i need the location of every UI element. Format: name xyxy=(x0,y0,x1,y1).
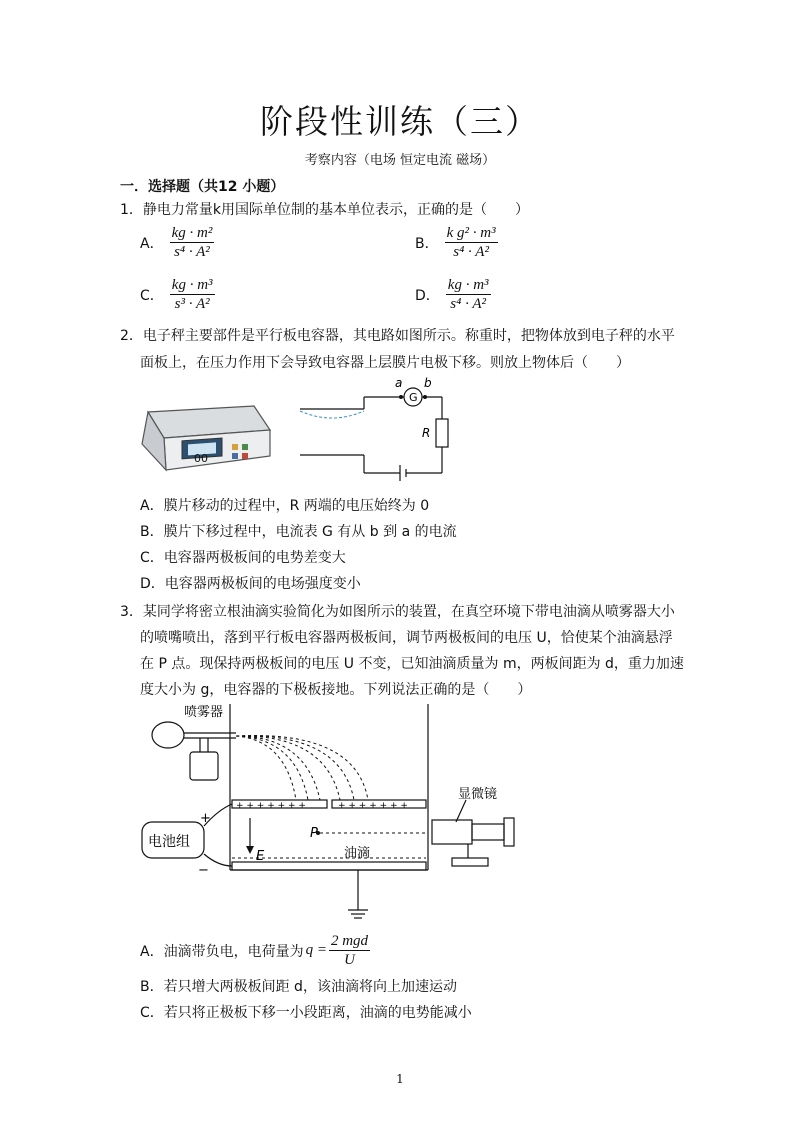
q1-option-d-fraction xyxy=(446,276,491,313)
q3-option-a-lhs: q = xyxy=(305,942,327,958)
field-arrow-head xyxy=(246,846,254,854)
node-a-label: a xyxy=(395,376,403,390)
fraction-numerator: k g² · m³ xyxy=(446,225,496,241)
node-b-label: b xyxy=(424,376,432,390)
resistor-symbol xyxy=(436,419,448,447)
q2-option-c: C．电容器两极板间的电势差变大 xyxy=(140,550,346,566)
resistor-label: R xyxy=(422,426,431,440)
point-p-label: P xyxy=(310,826,318,841)
q1-stem: 1．静电力常量k用国际单位制的基本单位表示，正确的是（ ） xyxy=(120,202,530,218)
galvanometer-label: G xyxy=(409,391,418,404)
microscope-body xyxy=(432,820,472,844)
q1-option-b-label: B． xyxy=(415,235,439,252)
field-e-label: E xyxy=(256,849,265,864)
plate-signs-left: + + + + + + + xyxy=(236,801,306,811)
q2-stem-line1: 2．电子秤主要部件是平行板电容器，其电路如图所示。称重时，把物体放到电子秤的水平 xyxy=(120,328,675,344)
q3-option-a-text: A．油滴带负电，电荷量为 xyxy=(140,943,304,960)
q3-option-a xyxy=(140,932,370,969)
q3-stem-line2: 的喷嘴喷出，落到平行板电容器两极板间，调节两极板间的电压 U，恰使某个油滴悬浮 xyxy=(140,630,673,646)
electronic-scale-image xyxy=(136,400,276,480)
q2-option-a: A．膜片移动的过程中，R 两端的电压始终为 0 xyxy=(140,498,430,514)
page-number: 1 xyxy=(396,1072,404,1086)
section-heading: 一．选择题（共12 小题） xyxy=(120,179,285,195)
q1-option-c xyxy=(140,276,215,313)
q1-option-c-label: C． xyxy=(140,287,164,304)
q1-option-c-fraction xyxy=(170,276,215,313)
q1-option-a-fraction xyxy=(170,224,215,261)
q1-option-d xyxy=(415,276,491,313)
millikan-apparatus-diagram xyxy=(136,700,536,925)
q3-option-b: B．若只增大两极板间距 d，该油滴将向上加速运动 xyxy=(140,979,457,995)
fraction-denominator: s³ · A² xyxy=(174,296,210,312)
fraction-denominator: s⁴ · A² xyxy=(453,244,489,260)
fraction-numerator: 2 mgd xyxy=(330,933,369,949)
q3-stem-line3: 在 P 点。现保持两极板间的电压 U 不变，已知油滴质量为 m，两板间距为 d，重力加速 xyxy=(140,656,684,672)
q1-option-b xyxy=(415,224,498,261)
battery-minus-label: − xyxy=(198,863,209,878)
microscope-label: 显微镜 xyxy=(458,787,498,802)
q3-option-c: C．若只将正极板下移一小段距离，油滴的电势能减小 xyxy=(140,1005,472,1021)
sprayer-label: 喷雾器 xyxy=(184,705,224,720)
plate-signs-right: + + + + + + + xyxy=(338,801,408,811)
q1-option-d-label: D． xyxy=(415,287,440,304)
q1-option-a-label: A． xyxy=(140,235,164,252)
q1-option-a xyxy=(140,224,214,261)
q2-option-b: B．膜片下移过程中，电流表 G 有从 b 到 a 的电流 xyxy=(140,524,457,540)
q1-option-b-fraction xyxy=(445,224,498,261)
battery-label: 电池组 xyxy=(148,834,190,850)
sprayer-bulb xyxy=(152,722,184,748)
fraction-denominator: s⁴ · A² xyxy=(174,244,210,260)
q3-stem-line4: 度大小为 g，电容器的下极板接地。下列说法正确的是（ ） xyxy=(140,682,532,698)
fraction-numerator: kg · m³ xyxy=(447,277,489,293)
fraction-denominator: U xyxy=(344,952,355,968)
scale-display-text: 00 xyxy=(194,452,208,465)
battery-plus-label: + xyxy=(200,811,211,826)
capacitor-circuit-diagram xyxy=(296,375,456,490)
fraction-denominator: s⁴ · A² xyxy=(450,296,486,312)
sprayer-bottle xyxy=(190,752,218,780)
q2-stem-line2: 面板上，在压力作用下会导致电容器上层膜片电极下移。则放上物体后（ ） xyxy=(140,355,630,371)
fraction-numerator: kg · m³ xyxy=(171,277,213,293)
q2-option-d: D．电容器两极板间的电场强度变小 xyxy=(140,576,361,592)
fraction-numerator: kg · m² xyxy=(171,225,213,241)
q3-stem-line1: 3．某同学将密立根油滴实验简化为如图所示的装置，在真空环境下带电油滴从喷雾器大小 xyxy=(120,604,675,620)
page-subtitle: 考察内容（电场 恒定电流 磁场） xyxy=(304,153,496,168)
q3-option-a-fraction xyxy=(329,932,370,969)
oil-drop-label: 油滴 xyxy=(344,846,371,861)
page-title: 阶段性训练（三） xyxy=(260,102,540,141)
